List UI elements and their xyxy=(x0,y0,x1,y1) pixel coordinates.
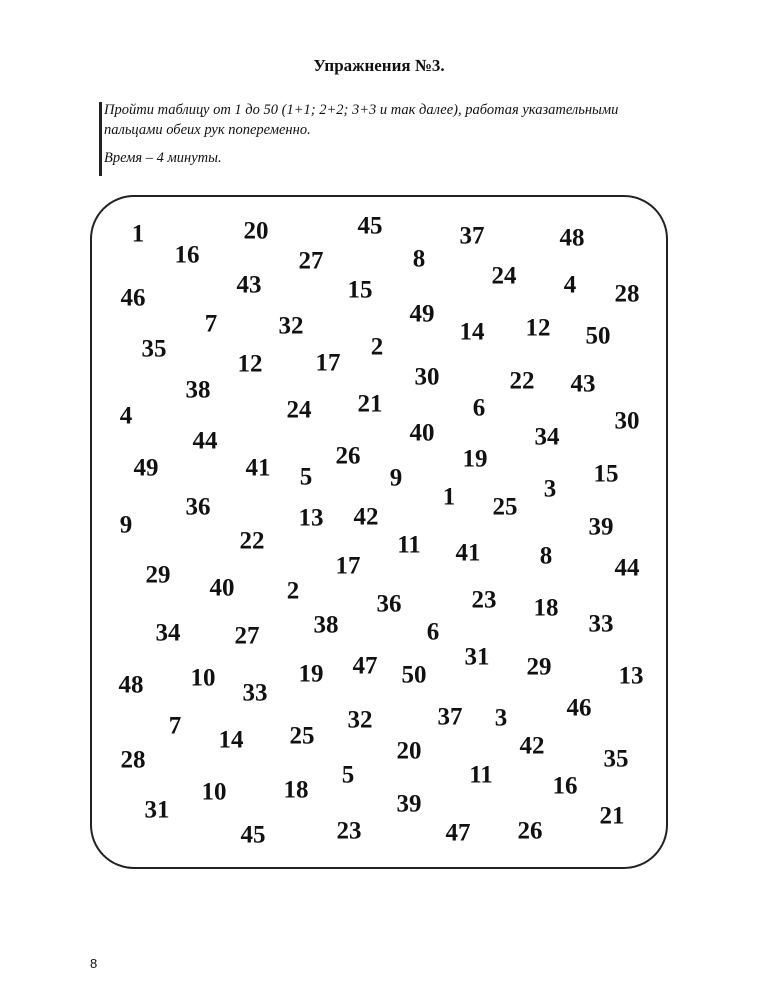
table-number[interactable]: 14 xyxy=(459,318,485,346)
table-number[interactable]: 6 xyxy=(472,394,486,422)
table-number[interactable]: 30 xyxy=(614,407,640,435)
instructions xyxy=(104,100,644,168)
table-number[interactable]: 37 xyxy=(459,222,485,250)
table-number[interactable]: 3 xyxy=(543,475,557,503)
table-number[interactable]: 26 xyxy=(517,817,543,845)
instruction-bar xyxy=(99,102,102,176)
table-number[interactable]: 42 xyxy=(353,503,379,531)
table-number[interactable]: 18 xyxy=(533,594,559,622)
table-number[interactable]: 17 xyxy=(315,349,341,377)
instruction-text: Пройти таблицу от 1 до 50 (1+1; 2+2; 3+3 и так далее), работая указательными пальцами обеих рук попеременно. xyxy=(104,102,619,138)
table-number[interactable]: 49 xyxy=(133,454,159,482)
table-number[interactable]: 14 xyxy=(218,726,244,754)
table-number[interactable]: 13 xyxy=(618,662,644,690)
table-number[interactable]: 10 xyxy=(201,778,227,806)
table-number[interactable]: 33 xyxy=(242,679,268,707)
table-number[interactable]: 33 xyxy=(588,610,614,638)
table-number[interactable]: 48 xyxy=(118,671,144,699)
table-number[interactable]: 40 xyxy=(409,419,435,447)
table-number[interactable]: 15 xyxy=(593,460,619,488)
table-number[interactable]: 5 xyxy=(341,761,355,789)
table-number[interactable]: 18 xyxy=(283,776,309,804)
table-number[interactable]: 38 xyxy=(313,611,339,639)
table-number[interactable]: 25 xyxy=(289,722,315,750)
table-number[interactable]: 12 xyxy=(237,350,263,378)
table-number[interactable]: 1 xyxy=(442,483,456,511)
table-number[interactable]: 24 xyxy=(491,262,517,290)
table-number[interactable]: 38 xyxy=(185,376,211,404)
table-number[interactable]: 17 xyxy=(335,552,361,580)
table-number[interactable]: 28 xyxy=(614,280,640,308)
table-number[interactable]: 13 xyxy=(298,504,324,532)
table-number[interactable]: 46 xyxy=(566,694,592,722)
table-number[interactable]: 9 xyxy=(389,464,403,492)
table-number[interactable]: 34 xyxy=(534,423,560,451)
table-number[interactable]: 42 xyxy=(519,732,545,760)
page-title: Упражнения №3. xyxy=(313,56,445,75)
table-number[interactable]: 26 xyxy=(335,442,361,470)
table-number[interactable]: 30 xyxy=(414,363,440,391)
table-number[interactable]: 35 xyxy=(141,335,167,363)
table-number[interactable]: 8 xyxy=(539,542,553,570)
table-number[interactable]: 19 xyxy=(462,445,488,473)
table-number[interactable]: 47 xyxy=(445,819,471,847)
table-number[interactable]: 11 xyxy=(469,761,493,789)
table-number[interactable]: 7 xyxy=(168,712,182,740)
table-number[interactable]: 46 xyxy=(120,284,146,312)
number-table xyxy=(90,195,668,869)
table-number[interactable]: 2 xyxy=(370,333,384,361)
table-number[interactable]: 4 xyxy=(119,402,133,430)
table-number[interactable]: 27 xyxy=(298,247,324,275)
table-number[interactable]: 3 xyxy=(494,704,508,732)
table-number[interactable]: 11 xyxy=(397,531,421,559)
table-number[interactable]: 39 xyxy=(588,513,614,541)
table-number[interactable]: 50 xyxy=(585,322,611,350)
table-number[interactable]: 4 xyxy=(563,271,577,299)
page-number: 8 xyxy=(90,956,98,971)
table-number[interactable]: 5 xyxy=(299,463,313,491)
table-number[interactable]: 31 xyxy=(464,643,490,671)
table-number[interactable]: 12 xyxy=(525,314,551,342)
table-number[interactable]: 28 xyxy=(120,746,146,774)
table-number[interactable]: 10 xyxy=(190,664,216,692)
table-number[interactable]: 21 xyxy=(599,802,625,830)
table-number[interactable]: 16 xyxy=(552,772,578,800)
table-number[interactable]: 34 xyxy=(155,619,181,647)
table-number[interactable]: 29 xyxy=(526,653,552,681)
table-number[interactable]: 24 xyxy=(286,396,312,424)
table-number[interactable]: 35 xyxy=(603,745,629,773)
table-number[interactable]: 36 xyxy=(185,493,211,521)
table-number[interactable]: 20 xyxy=(243,217,269,245)
table-number[interactable]: 43 xyxy=(236,271,262,299)
table-number[interactable]: 21 xyxy=(357,390,383,418)
table-number[interactable]: 6 xyxy=(426,618,440,646)
table-number[interactable]: 23 xyxy=(336,817,362,845)
table-number[interactable]: 1 xyxy=(131,220,145,248)
table-number[interactable]: 8 xyxy=(412,245,426,273)
table-number[interactable]: 31 xyxy=(144,796,170,824)
table-number[interactable]: 27 xyxy=(234,622,260,650)
table-number[interactable]: 50 xyxy=(401,661,427,689)
instruction-time: Время – 4 минуты. xyxy=(104,150,222,166)
table-number[interactable]: 36 xyxy=(376,590,402,618)
table-number[interactable]: 7 xyxy=(204,310,218,338)
table-number[interactable]: 20 xyxy=(396,737,422,765)
table-number[interactable]: 16 xyxy=(174,241,200,269)
table-number[interactable]: 47 xyxy=(352,652,378,680)
table-number[interactable]: 49 xyxy=(409,300,435,328)
table-number[interactable]: 2 xyxy=(286,577,300,605)
table-number[interactable]: 32 xyxy=(347,706,373,734)
table-number[interactable]: 44 xyxy=(614,554,640,582)
table-number[interactable]: 39 xyxy=(396,790,422,818)
table-number[interactable]: 15 xyxy=(347,276,373,304)
table-number[interactable]: 29 xyxy=(145,561,171,589)
table-number[interactable]: 41 xyxy=(455,539,481,567)
table-number[interactable]: 22 xyxy=(509,367,535,395)
table-number[interactable]: 48 xyxy=(559,224,585,252)
table-number[interactable]: 37 xyxy=(437,703,463,731)
table-number[interactable]: 44 xyxy=(192,427,218,455)
table-number[interactable]: 45 xyxy=(240,821,266,849)
table-number[interactable]: 40 xyxy=(209,574,235,602)
table-number[interactable]: 32 xyxy=(278,312,304,340)
table-number[interactable]: 22 xyxy=(239,527,265,555)
table-number[interactable]: 41 xyxy=(245,454,271,482)
table-number[interactable]: 43 xyxy=(570,370,596,398)
table-number[interactable]: 9 xyxy=(119,511,133,539)
table-number[interactable]: 19 xyxy=(298,660,324,688)
table-number[interactable]: 23 xyxy=(471,586,497,614)
table-number[interactable]: 25 xyxy=(492,493,518,521)
table-number[interactable]: 45 xyxy=(357,212,383,240)
